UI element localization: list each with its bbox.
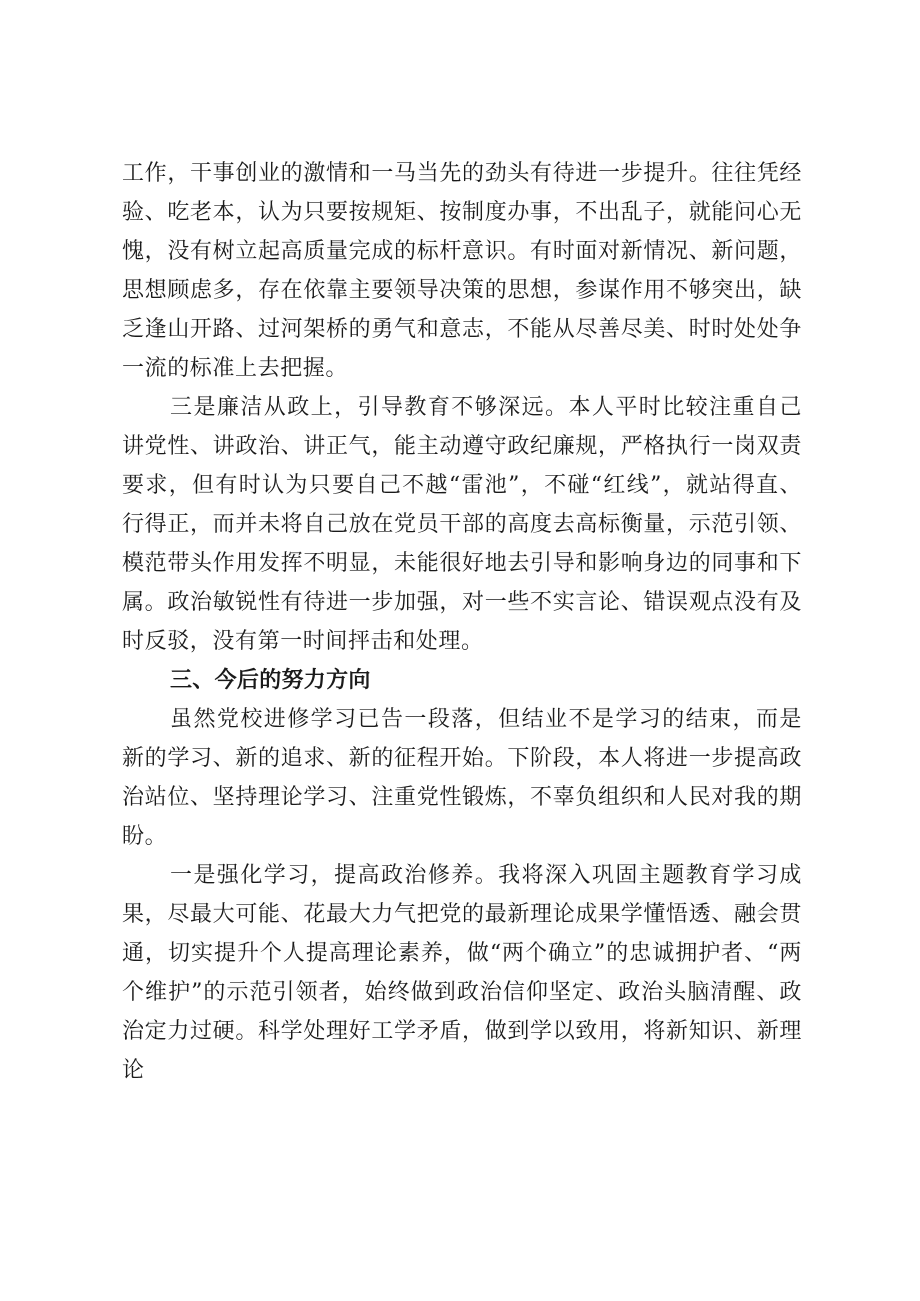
paragraph-continuation: 工作，干事创业的激情和一马当先的劲头有待进一步提升。往往凭经验、吃老本，认为只要按规矩、按制度办事，不出乱子，就能问心无愧，没有树立起高质量完成的标杆意识。有时面对新情况、新问题，思想顾虑多，存在依靠主要领导决策的思想，参谋作用不够突出，缺乏逢山开路、过河架桥的勇气和意志，不能从尽善尽美、时时处处争一流的标准上去把握。	[122, 161, 802, 381]
paragraph-integrity: 三是廉洁从政上，引导教育不够深远。本人平时比较注重自己讲党性、讲政治、讲正气，能主动遵守政纪廉规，严格执行一岗双责要求，但有时认为只要自己不越“雷池”，不碰“红线”，就站得直、行得正，而并未将自己放在党员干部的高度去高标衡量，示范引领、模范带头作用发挥不明显，未能很好地去引导和影响身边的同事和下属。政治敏锐性有待进一步加强，对一些不实言论、错误观点没有及时反驳，没有第一时间抨击和处理。	[122, 395, 802, 654]
section-heading-future-direction: 三、今后的努力方向	[170, 668, 371, 693]
paragraph-intro-future: 虽然党校进修学习已告一段落，但结业不是学习的结束，而是新的学习、新的追求、新的征程开始。下阶段，本人将进一步提高政治站位、坚持理论学习、注重党性锻炼，不辜负组织和人民对我的期盼。	[122, 707, 802, 849]
paragraph-strengthen-study: 一是强化学习，提高政治修养。我将深入巩固主题教育学习成果，尽最大可能、花最大力气把党的最新理论成果学懂悟透、融会贯通，切实提升个人提高理论素养，做“两个确立”的忠诚拥护者、“两个维护”的示范引领者，始终做到政治信仰坚定、政治头脑清醒、政治定力过硬。科学处理好工学矛盾，做到学以致用，将新知识、新理论	[122, 863, 802, 1083]
document-body	[122, 154, 802, 1090]
